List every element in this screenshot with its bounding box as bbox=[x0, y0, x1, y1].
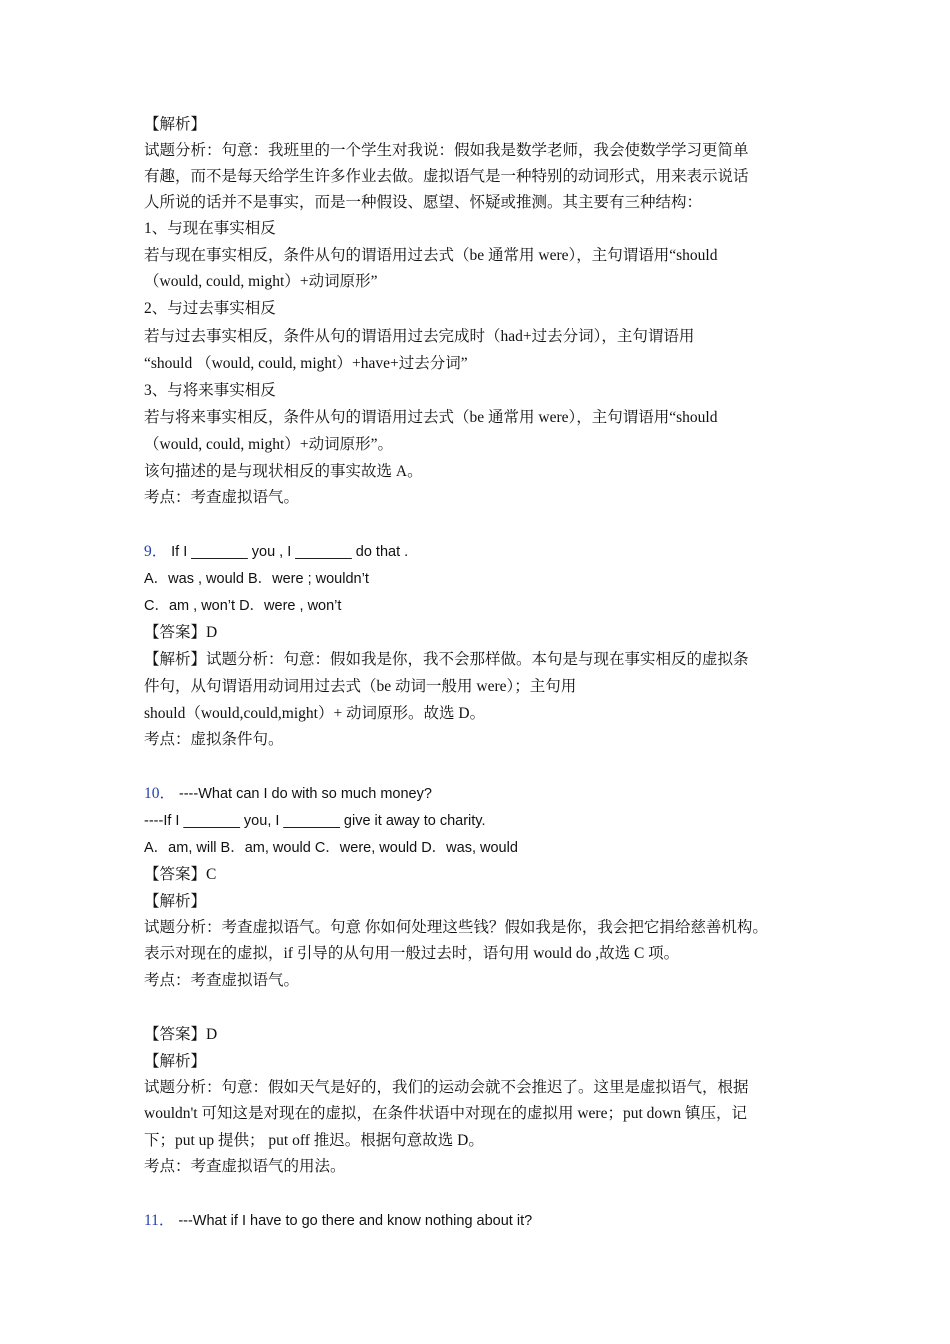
answer-label: 【答案】D bbox=[144, 1026, 218, 1043]
analysis-text: 人所说的话并不是事实，而是一种假设、愿望、怀疑或推测。其主要有三种结构： bbox=[144, 194, 703, 211]
question-9 bbox=[144, 541, 408, 563]
question-11 bbox=[144, 1210, 532, 1232]
question-number: 11． bbox=[144, 1212, 175, 1229]
question-number: 9． bbox=[144, 543, 168, 560]
knowledge-point: 考点：虚拟条件句。 bbox=[144, 731, 284, 748]
analysis-text: 3、与将来事实相反 bbox=[144, 382, 276, 399]
question-stem: ---What if I have to go there and know nothing about it? bbox=[178, 1213, 533, 1229]
analysis-text: 若与过去事实相反，条件从句的谓语用过去完成时（had+过去分词），主句谓语用 bbox=[144, 328, 695, 345]
section-heading: 【解析】 bbox=[144, 893, 207, 910]
knowledge-point: 考点：考查虚拟语气。 bbox=[144, 972, 300, 989]
question-number: 10． bbox=[144, 785, 176, 802]
analysis-text: 件句，从句谓语用动词用过去式（be 动词一般用 were）；主句用 bbox=[144, 678, 577, 695]
question-options: C．am , won’t D．were , won’t bbox=[144, 598, 342, 614]
analysis-text: 若与将来事实相反，条件从句的谓语用过去式（be 通常用 were），主句谓语用“should bbox=[144, 409, 718, 426]
analysis-text: 下；put up 提供； put off 推迟。根据句意故选 D。 bbox=[144, 1132, 484, 1149]
analysis-text: （would, could, might）+动词原形”。 bbox=[144, 436, 393, 453]
knowledge-point: 考点：考查虚拟语气。 bbox=[144, 489, 300, 506]
analysis-text: should（would,could,might）+ 动词原形。故选 D。 bbox=[144, 705, 486, 722]
analysis-text: 表示对现在的虚拟，if 引导的从句用一般过去时，语句用 would do ,故选 C 项。 bbox=[144, 945, 680, 962]
analysis-text: （would, could, might）+动词原形” bbox=[144, 273, 378, 290]
knowledge-point: 考点：考查虚拟语气的用法。 bbox=[144, 1158, 346, 1175]
question-options: A．was , would B．were ; wouldn’t bbox=[144, 571, 369, 587]
analysis-text: 试题分析：考查虚拟语气。句意 你如何处理这些钱？假如我是你，我会把它捐给慈善机构。 bbox=[144, 919, 768, 936]
analysis-text: 试题分析：句意：假如天气是好的，我们的运动会就不会推迟了。这里是虚拟语气，根据 bbox=[144, 1079, 749, 1096]
analysis-text: 1、与现在事实相反 bbox=[144, 220, 276, 237]
analysis-text: 有趣，而不是每天给学生许多作业去做。虚拟语气是一种特别的动词形式，用来表示说话 bbox=[144, 168, 749, 185]
analysis-text: 试题分析：句意：我班里的一个学生对我说：假如我是数学老师，我会使数学学习更简单 bbox=[144, 142, 749, 159]
analysis-text: 【解析】试题分析：句意：假如我是你，我不会那样做。本句是与现在事实相反的虚拟条 bbox=[144, 651, 749, 668]
answer-label: 【答案】D bbox=[144, 624, 218, 641]
section-heading: 【解析】 bbox=[144, 116, 207, 133]
analysis-text: “should （would, could, might）+have+过去分词” bbox=[144, 355, 468, 372]
question-options: A．am, will B．am, would C．were, would D．was, would bbox=[144, 840, 518, 856]
question-stem: If I _______ you , I _______ do that . bbox=[171, 544, 409, 560]
analysis-text: 该句描述的是与现状相反的事实故选 A。 bbox=[144, 463, 423, 480]
section-heading: 【解析】 bbox=[144, 1053, 207, 1070]
question-stem: ----If I _______ you, I _______ give it away to charity. bbox=[144, 813, 486, 829]
analysis-text: 若与现在事实相反，条件从句的谓语用过去式（be 通常用 were），主句谓语用“should bbox=[144, 247, 718, 264]
analysis-text: 2、与过去事实相反 bbox=[144, 300, 276, 317]
answer-label: 【答案】C bbox=[144, 866, 217, 883]
analysis-text: wouldn't 可知这是对现在的虚拟，在条件状语中对现在的虚拟用 were；put down 镇压，记 bbox=[144, 1105, 747, 1122]
question-10 bbox=[144, 783, 432, 805]
question-stem: ----What can I do with so much money? bbox=[178, 786, 432, 802]
